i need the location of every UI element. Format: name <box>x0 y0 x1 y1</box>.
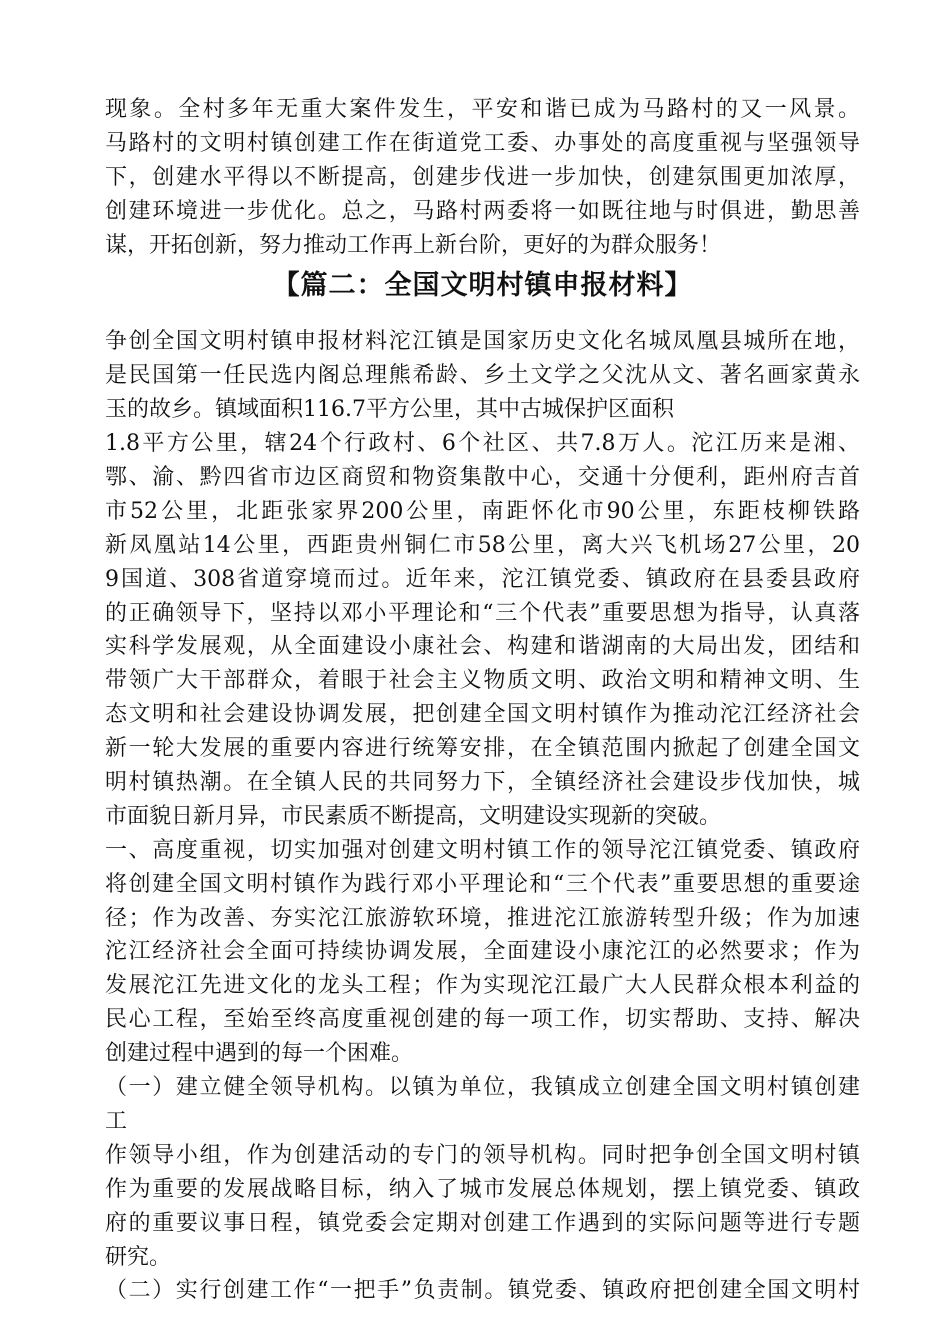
text-line: 态文明和社会建设协调发展，把创建全国文明村镇作为推动沱江经济社会 <box>105 702 860 728</box>
section-title: 【篇二：全国文明村镇申报材料】 <box>272 270 693 302</box>
text-line: 带领广大干部群众，着眼于社会主义物质文明、政治文明和精神文明、生 <box>105 668 860 694</box>
text-line: 工 <box>105 1108 128 1134</box>
text-line: 创建过程中遇到的每一个困难。 <box>105 1041 414 1067</box>
text-line: 作领导小组，作为创建活动的专门的领导机构。同时把争创全国文明村镇 <box>105 1142 860 1168</box>
text-line: 一、高度重视，切实加强对创建文明村镇工作的领导沱江镇党委、镇政府 <box>105 837 860 863</box>
text-line: 新一轮大发展的重要内容进行统筹安排，在全镇范围内掀起了创建全国文 <box>105 736 860 762</box>
text-line: 9国道、308省道穿境而过。近年来，沱江镇党委、镇政府在县委县政府 <box>105 566 860 592</box>
text-line: 沱江经济社会全面可持续协调发展，全面建设小康沱江的必然要求；作为 <box>105 939 860 965</box>
text-line: 实科学发展观，从全面建设小康社会、构建和谐湖南的大局出发，团结和 <box>105 634 860 660</box>
text-line: 径；作为改善、夯实沱江旅游软环境，推进沱江旅游转型升级；作为加速 <box>105 905 860 931</box>
text-line: 的正确领导下，坚持以邓小平理论和“三个代表”重要思想为指导，认真落 <box>105 600 860 626</box>
text-line: 市面貌日新月异，市民素质不断提高，文明建设实现新的突破。 <box>105 803 722 829</box>
text-line: 研究。 <box>105 1244 172 1270</box>
text-line: 发展沱江先进文化的龙头工程；作为实现沱江最广大人民群众根本利益的 <box>105 973 860 999</box>
text-line: （一）建立健全领导机构。以镇为单位，我镇成立创建全国文明村镇创建 <box>105 1075 860 1101</box>
text-line: 玉的故乡。镇域面积116.7平方公里，其中古城保护区面积 <box>105 397 674 423</box>
text-line: 鄂、渝、黔四省市边区商贸和物资集散中心，交通十分便利，距州府吉首 <box>105 465 860 491</box>
text-line: 作为重要的发展战略目标，纳入了城市发展总体规划，摆上镇党委、镇政 <box>105 1176 860 1202</box>
text-line: 府的重要议事日程，镇党委会定期对创建工作遇到的实际问题等进行专题 <box>105 1210 860 1236</box>
text-line: 民心工程，至始至终高度重视创建的每一项工作，切实帮助、支持、解决 <box>105 1007 860 1033</box>
text-line: 1.8平方公里，辖24个行政村、6个社区、共7.8万人。沱江历来是湘、 <box>105 431 860 457</box>
text-line: 争创全国文明村镇申报材料沱江镇是国家历史文化名城凤凰县城所在地， <box>105 329 860 355</box>
text-line: 明村镇热潮。在全镇人民的共同努力下，全镇经济社会建设步伐加快，城 <box>105 770 860 796</box>
text-line: 创建环境进一步优化。总之，马路村两委将一如既往地与时俱进，勤思善 <box>105 198 860 224</box>
text-line: 是民国第一任民选内阁总理熊希龄、乡土文学之父沈从文、著名画家黄永 <box>105 363 860 389</box>
text-line: 现象。全村多年无重大案件发生，平安和谐已成为马路村的又一风景。 <box>105 97 860 122</box>
document-body <box>105 93 860 1308</box>
text-line: 将创建全国文明村镇作为践行邓小平理论和“三个代表”重要思想的重要途 <box>105 871 860 897</box>
text-line: 马路村的文明村镇创建工作在街道党工委、办事处的高度重视与坚强领导 <box>105 130 860 156</box>
text-line: 下，创建水平得以不断提高，创建步伐进一步加快，创建氛围更加浓厚， <box>105 164 860 190</box>
text-line: 谋，开拓创新，努力推动工作再上新台阶，更好的为群众服务！ <box>105 232 722 258</box>
text-line: 新凤凰站14公里，西距贵州铜仁市58公里，离大兴飞机场27公里，20 <box>105 532 860 558</box>
text-line: （二）实行创建工作“一把手”负责制。镇党委、镇政府把创建全国文明村 <box>105 1278 860 1304</box>
text-line: 市52公里，北距张家界200公里，南距怀化市90公里，东距枝柳铁路 <box>105 498 860 524</box>
